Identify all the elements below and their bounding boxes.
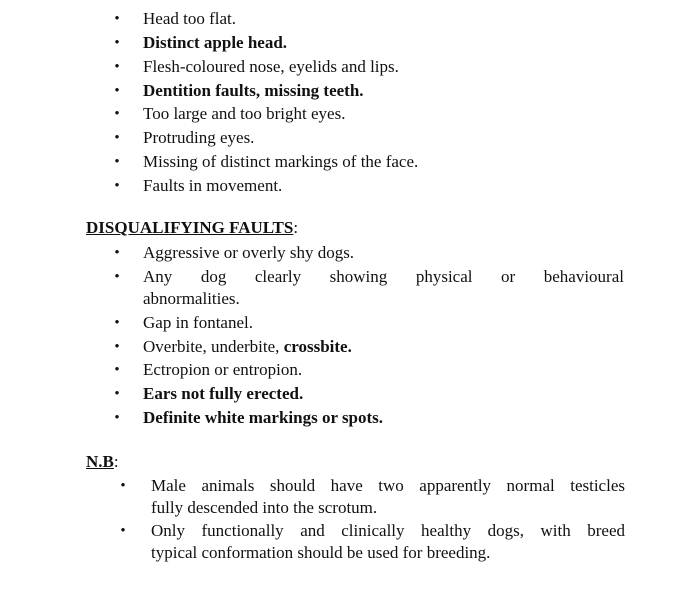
section-heading-disqualifying	[86, 217, 298, 239]
list-item-text: Definite white markings or spots.	[143, 408, 384, 427]
bullet-icon: •	[114, 315, 120, 331]
list-item-text: Head too flat.	[143, 9, 236, 28]
list-item-text	[143, 266, 624, 310]
bullet-icon: •	[114, 410, 120, 426]
bullet-icon: •	[114, 245, 120, 261]
bullet-icon: •	[114, 130, 120, 146]
list-item-text: Aggressive or overly shy dogs.	[143, 243, 355, 262]
heading-label: N.B	[86, 452, 114, 471]
bullet-icon: •	[114, 269, 120, 285]
list-item-text: Ectropion or entropion.	[143, 360, 303, 379]
list-item-text: Gap in fontanel.	[143, 313, 253, 332]
bullet-icon: •	[120, 523, 126, 539]
list-item-line: abnormalities.	[143, 289, 240, 308]
list-item-text: Missing of distinct markings of the face.	[143, 152, 419, 171]
list-item-text	[151, 520, 625, 564]
list-item-line: Male animals should have two apparently normal testicles	[151, 476, 625, 495]
list-item-bold: crossbite.	[283, 337, 352, 356]
list-item-text: Protruding eyes.	[143, 128, 255, 147]
list-item-text: Faults in movement.	[143, 176, 283, 195]
list-item-text: Ears not fully erected.	[143, 384, 304, 403]
list-item-line: fully descended into the scrotum.	[151, 498, 378, 517]
list-item-text	[143, 336, 352, 358]
bullet-icon: •	[114, 178, 120, 194]
bullet-icon: •	[120, 478, 126, 494]
list-item-text	[151, 475, 625, 519]
bullet-icon: •	[114, 11, 120, 27]
section-heading-nb	[86, 451, 119, 473]
bullet-icon: •	[114, 154, 120, 170]
heading-colon: :	[293, 218, 299, 237]
heading-colon: :	[113, 452, 119, 471]
bullet-icon: •	[114, 106, 120, 122]
list-item-text: Distinct apple head.	[143, 33, 288, 52]
heading-label: DISQUALIFYING FAULTS	[86, 218, 294, 237]
list-item-text: Dentition faults, missing teeth.	[143, 81, 364, 100]
list-item-normal: Overbite, underbite,	[143, 337, 284, 356]
list-item-line: typical conformation should be used for breeding.	[151, 543, 491, 562]
bullet-icon: •	[114, 386, 120, 402]
bullet-icon: •	[114, 339, 120, 355]
list-item-text: Flesh-coloured nose, eyelids and lips.	[143, 57, 399, 76]
bullet-icon: •	[114, 59, 120, 75]
list-item-line: Any dog clearly showing physical or behavioural	[143, 267, 624, 286]
bullet-icon: •	[114, 362, 120, 378]
list-item-text: Too large and too bright eyes.	[143, 104, 346, 123]
bullet-icon: •	[114, 35, 120, 51]
list-item-line: Only functionally and clinically healthy dogs, with breed	[151, 521, 625, 540]
bullet-icon: •	[114, 83, 120, 99]
